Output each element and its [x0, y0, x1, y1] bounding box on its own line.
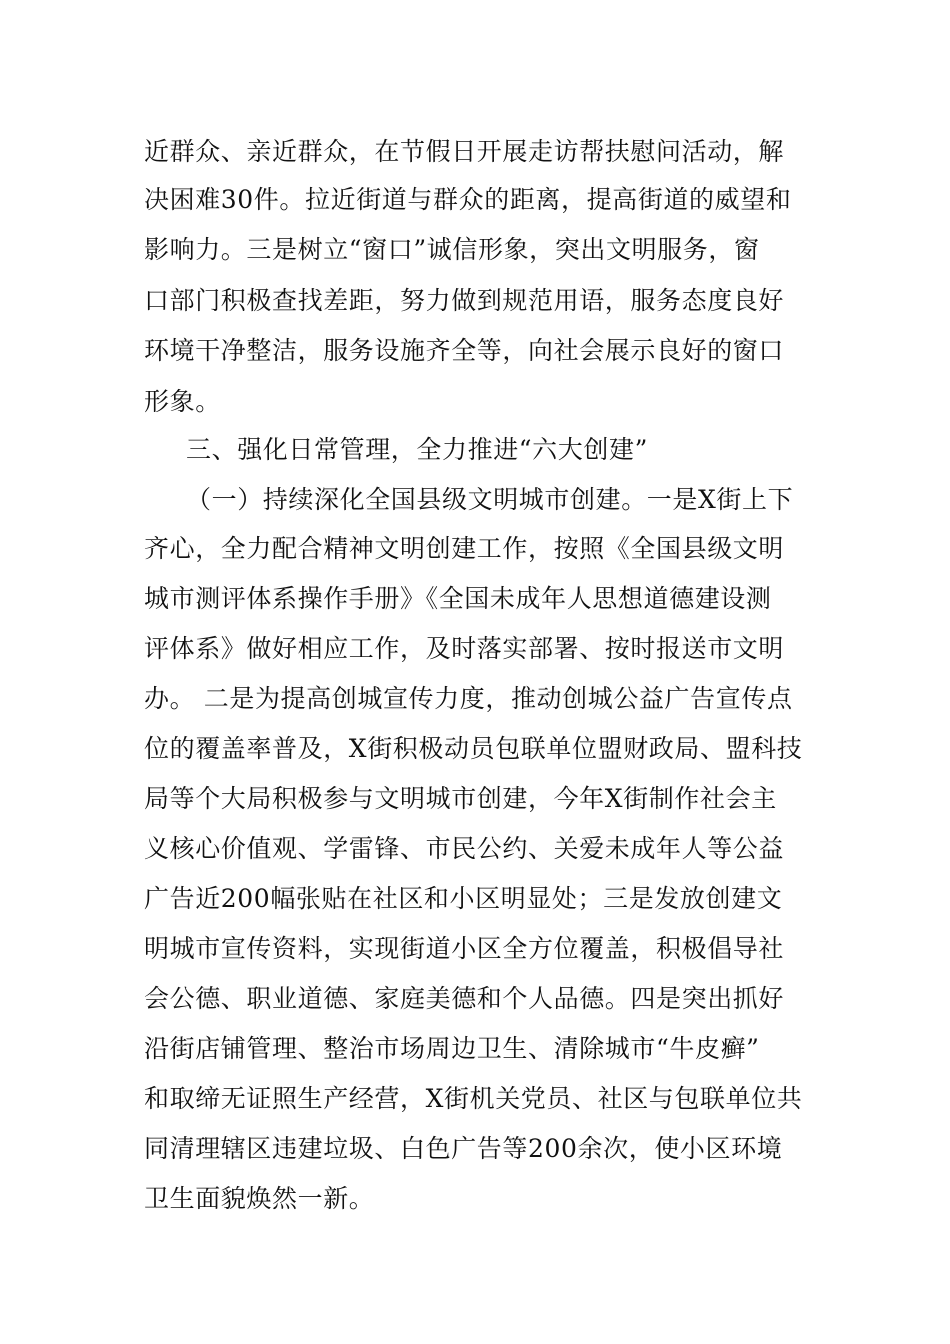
text-line: 环境干净整洁，服务设施齐全等，向社会展示良好的窗口: [144, 336, 785, 365]
text-line: 和取缔无证照生产经营，X街机关党员、社区与包联单位共: [144, 1084, 803, 1113]
text-line: 决困难30件。拉近街道与群众的距离，提高街道的威望和: [144, 185, 792, 214]
text-line: 城市测评体系操作手册》《全国未成年人思想道德建设测: [144, 584, 772, 613]
text-line: 会公德、职业道德、家庭美德和个人品德。四是突出抓好: [144, 984, 785, 1013]
text-line: 齐心，全力配合精神文明创建工作，按照《全国县级文明: [144, 534, 785, 563]
text-line: 形象。: [144, 387, 221, 416]
text-line: 评体系》做好相应工作，及时落实部署、按时报送市文明: [144, 634, 785, 663]
text-line: 位的覆盖率普及，X街积极动员包联单位盟财政局、盟科技: [144, 734, 803, 763]
text-line: 广告近200幅张贴在社区和小区明显处；三是发放创建文: [144, 884, 783, 913]
text-line: 义核心价值观、学雷锋、市民公约、关爱未成年人等公益: [144, 834, 785, 863]
text-line: 同清理辖区违建垃圾、白色广告等200余次，使小区环境: [144, 1134, 783, 1163]
text-line: 近群众、亲近群众，在节假日开展走访帮扶慰问活动，解: [144, 137, 785, 166]
text-line: 口部门积极查找差距，努力做到规范用语，服务态度良好: [144, 286, 785, 315]
text-line: 沿街店铺管理、整治市场周边卫生、清除城市“牛皮癣”: [144, 1034, 760, 1063]
section-heading: 三、强化日常管理，全力推进“六大创建”: [186, 435, 648, 464]
text-line: 办。 二是为提高创城宣传力度，推动创城公益广告宣传点: [144, 684, 793, 713]
text-line: 局等个大局积极参与文明城市创建，今年X街制作社会主: [144, 784, 777, 813]
text-line: 卫生面貌焕然一新。: [144, 1184, 375, 1213]
subsection-heading-line: （一）持续深化全国县级文明城市创建。一是X街上下: [186, 485, 794, 514]
text-line: 影响力。三是树立“窗口”诚信形象，突出文明服务，窗: [144, 235, 760, 264]
text-line: 明城市宣传资料，实现街道小区全方位覆盖，积极倡导社: [144, 934, 785, 963]
